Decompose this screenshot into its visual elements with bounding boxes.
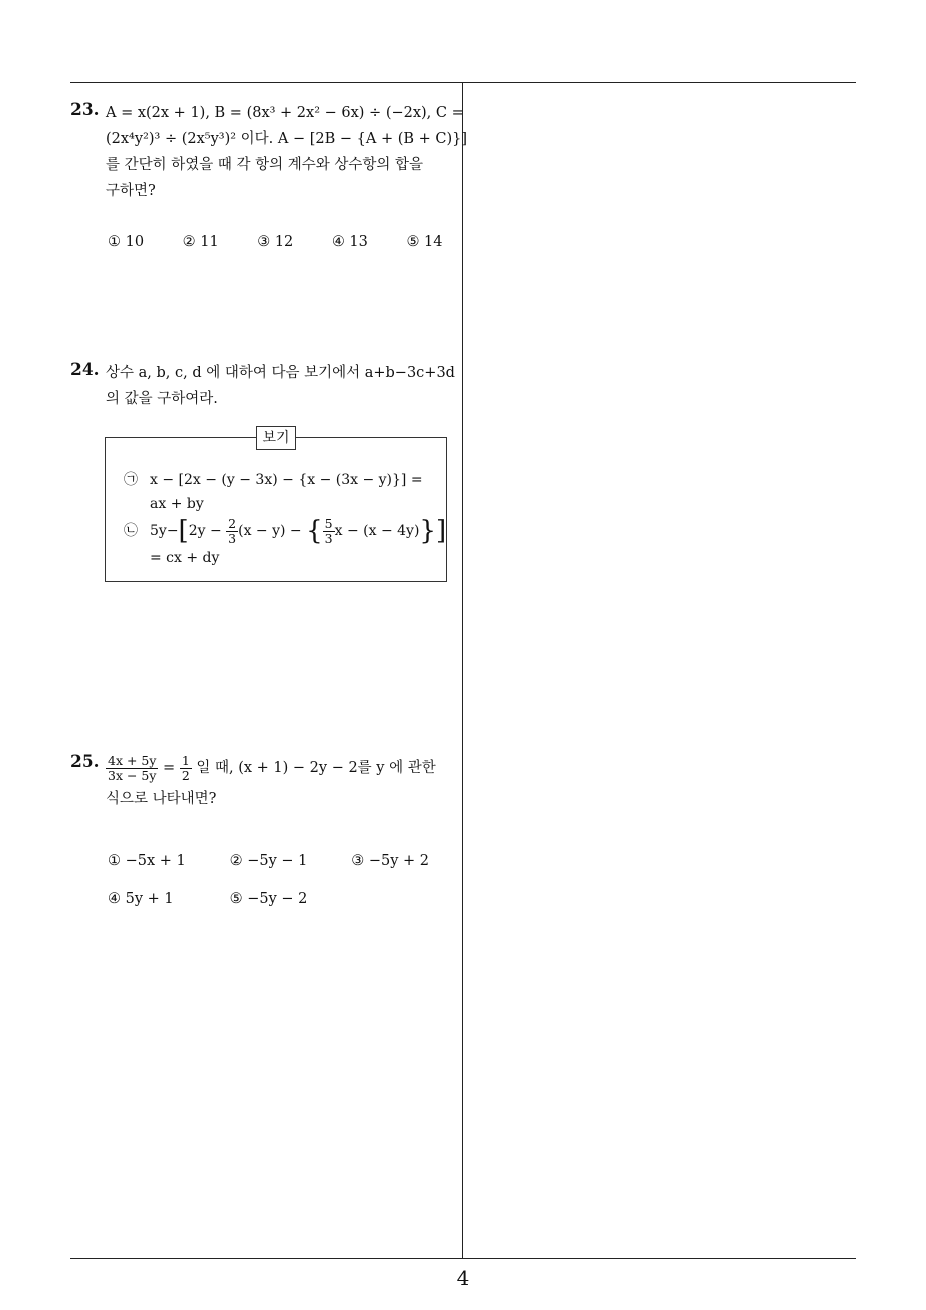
equals-sign: = <box>163 760 176 776</box>
problem-line: 구하면? <box>106 183 156 199</box>
problem-line: 를 간단히 하였을 때 각 항의 계수와 상수항의 합을 <box>106 157 424 173</box>
bogi-item-1-result: ax + by <box>150 496 204 512</box>
choice-4[interactable]: ④ 5y + 1 <box>108 891 174 907</box>
fraction-numerator: 5 <box>324 515 333 531</box>
page-number: 4 <box>456 1266 470 1290</box>
problem-25 <box>70 750 458 918</box>
bogi-expression-part: x − (x − 4y) <box>334 523 420 539</box>
left-bracket: [ <box>178 516 189 546</box>
choice-4[interactable]: ④ 13 <box>331 234 368 250</box>
fraction <box>106 754 158 783</box>
bottom-rule <box>70 1258 856 1259</box>
problem-line: (2x⁴y²)³ ÷ (2x⁵y³)² 이다. A − [2B − {A + (B + C)}] <box>106 131 468 147</box>
choice-2[interactable]: ② 11 <box>182 234 219 250</box>
problem-text <box>106 100 468 204</box>
problem-number: 25. <box>70 752 100 772</box>
problem-line: 식으로 나타내면? <box>106 791 217 807</box>
problem-text <box>106 750 458 812</box>
bogi-expression: x − [2x − (y − 3x) − {x − (3x − y)}] = <box>150 472 423 488</box>
left-brace: { <box>306 516 323 546</box>
bogi-item-1 <box>124 468 446 492</box>
problem-line: 상수 a, b, c, d 에 대하여 다음 보기에서 a+b−3c+3d <box>106 365 455 381</box>
choice-5[interactable]: ⑤ 14 <box>406 234 443 250</box>
bogi-title: 보기 <box>256 426 296 450</box>
fraction <box>323 517 335 546</box>
answer-choices <box>108 842 458 918</box>
fraction-denominator: 3x − 5y <box>108 767 157 783</box>
problem-23 <box>70 100 468 250</box>
choice-3[interactable]: ③ 12 <box>257 234 294 250</box>
fraction-numerator: 1 <box>181 752 190 768</box>
top-rule <box>70 82 856 83</box>
problem-number: 23. <box>70 100 100 120</box>
right-bracket: ] <box>435 516 447 546</box>
bogi-item-2-result: = cx + dy <box>150 550 220 566</box>
bogi-expression-part: (x − y) − <box>238 523 302 539</box>
problem-text-rest: 일 때, (x + 1) − 2y − 2를 y 에 관한 <box>196 760 436 776</box>
fraction <box>226 517 238 546</box>
bogi-content <box>124 468 446 570</box>
fraction-denominator: 3 <box>228 530 237 546</box>
fraction <box>180 754 192 783</box>
bogi-item-2 <box>124 516 446 546</box>
fraction-denominator: 2 <box>181 767 190 783</box>
bogi-expression-part: 2y − <box>188 523 222 539</box>
bogi-box <box>105 430 447 582</box>
problem-line <box>106 750 458 786</box>
problem-24 <box>70 360 458 590</box>
problem-number: 24. <box>70 360 100 380</box>
bogi-expression-part: 5y− <box>150 523 179 539</box>
choice-5[interactable]: ⑤ −5y − 2 <box>229 891 308 907</box>
problem-line: A = x(2x + 1), B = (8x³ + 2x² − 6x) ÷ (−2x), C = <box>106 105 464 121</box>
choice-1[interactable]: ① −5x + 1 <box>108 853 186 869</box>
problem-text <box>106 360 458 412</box>
answer-choices <box>108 234 458 250</box>
right-brace: } <box>419 516 436 546</box>
fraction-numerator: 2 <box>228 515 237 531</box>
column-divider <box>462 82 463 1258</box>
fraction-numerator: 4x + 5y <box>108 752 157 768</box>
choice-1[interactable]: ① 10 <box>108 234 145 250</box>
bogi-mark: ㉡ <box>124 523 138 539</box>
choice-3[interactable]: ③ −5y + 2 <box>351 853 429 869</box>
problem-line: 의 값을 구하여라. <box>106 391 218 407</box>
choice-2[interactable]: ② −5y − 1 <box>229 853 308 869</box>
fraction-denominator: 3 <box>324 530 333 546</box>
bogi-mark: ㉠ <box>124 472 138 488</box>
